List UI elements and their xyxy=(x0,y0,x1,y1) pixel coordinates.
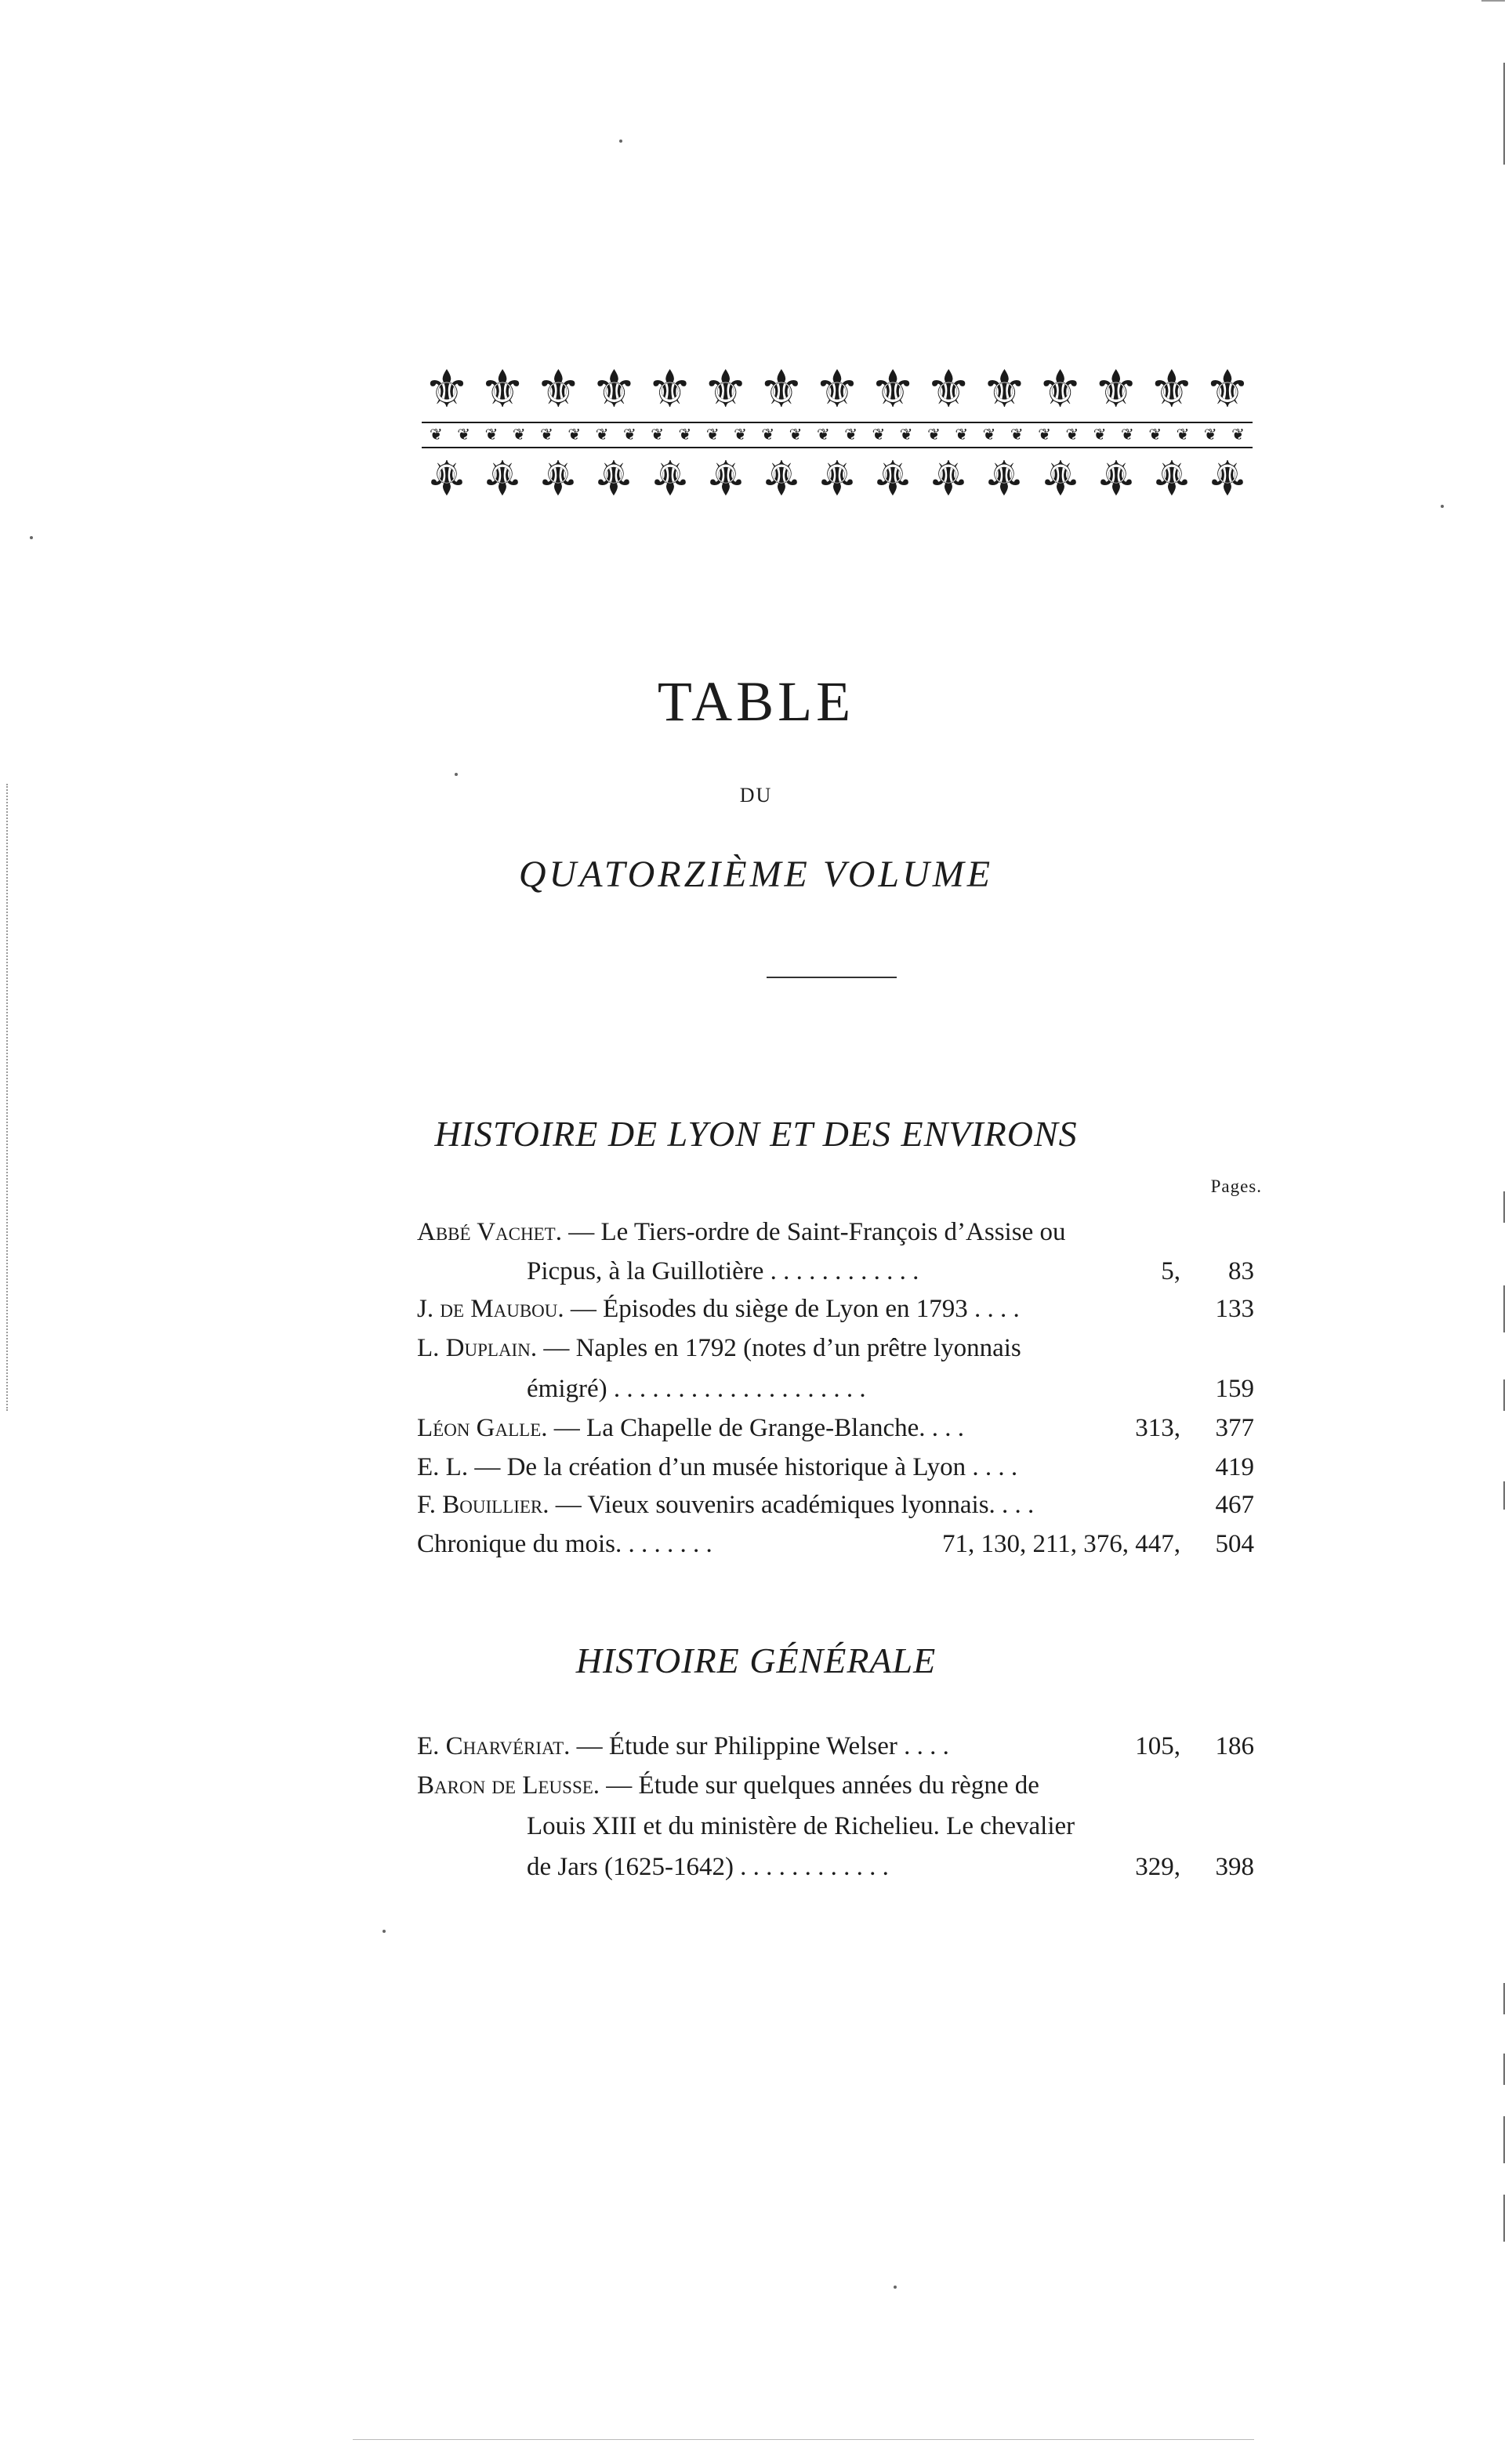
page-edge-line xyxy=(1503,1983,1505,2014)
toc-entry-line xyxy=(527,1254,919,1289)
page-edge-line xyxy=(1503,63,1505,165)
scroll-flourish-icon: ❦ xyxy=(705,426,720,444)
fleur-de-lis-row-top xyxy=(422,361,1253,419)
scroll-flourish-icon: ❦ xyxy=(1231,426,1245,444)
fleur-de-lis-icon: ⚜ xyxy=(1148,361,1195,419)
scroll-flourish-icon: ❦ xyxy=(430,426,443,444)
page-edge-line xyxy=(1503,1481,1505,1510)
scan-bottom-rule xyxy=(353,2439,1254,2440)
entry-title: — Le Tiers-ordre de Saint-François d’Assise ou xyxy=(568,1218,1066,1246)
fleur-de-lis-icon: ⚜ xyxy=(703,449,748,502)
fleur-de-lis-icon: ⚜ xyxy=(871,449,915,502)
fleur-de-lis-icon: ⚜ xyxy=(981,361,1028,419)
entry-author: L. Duplain. xyxy=(417,1334,538,1362)
scroll-flourish-icon: ❦ xyxy=(1010,426,1024,444)
fleur-de-lis-icon: ⚜ xyxy=(1038,449,1082,502)
toc-entry-line xyxy=(527,1850,889,1884)
fleur-de-lis-icon: ⚜ xyxy=(1206,449,1249,502)
scan-speck xyxy=(1441,505,1444,508)
entry-author: Baron de Leusse. xyxy=(417,1771,600,1800)
volume-heading: QUATORZIÈME VOLUME xyxy=(518,854,994,895)
entry-title-cont: Louis XIII et du ministère de Richelieu. Le chevalier xyxy=(527,1812,1075,1840)
toc-entry-line xyxy=(417,1331,1021,1365)
fleur-de-lis-icon: ⚜ xyxy=(425,449,469,502)
page-edge-line xyxy=(1503,2054,1505,2085)
scroll-flourish-icon: ❦ xyxy=(1203,426,1217,444)
scroll-flourish-icon: ❦ xyxy=(540,426,553,444)
scroll-flourish-icon: ❦ xyxy=(1121,426,1134,444)
entry-title-cont: de Jars (1625-1642) . . . . . . . . . . . . xyxy=(527,1853,889,1881)
scroll-flourish-icon: ❦ xyxy=(1176,426,1190,444)
scroll-flourish-icon: ❦ xyxy=(484,426,499,444)
scan-speck xyxy=(455,773,458,776)
entry-page-number: 83 xyxy=(1228,1257,1254,1285)
scroll-flourish-icon: ❦ xyxy=(1065,426,1079,444)
entry-title: — Vieux souvenirs académiques lyonnais. . . . xyxy=(555,1491,1035,1519)
entry-page-number: 5, xyxy=(1161,1257,1180,1285)
toc-entry-line xyxy=(417,1488,1034,1522)
toc-entry-line xyxy=(527,1372,866,1406)
entry-author: E. L. xyxy=(417,1453,469,1481)
scroll-flourish-icon: ❦ xyxy=(789,426,803,444)
toc-entry-line xyxy=(417,1215,1065,1249)
scroll-flourish-icon: ❦ xyxy=(678,426,692,444)
entry-author: J. de Maubou. xyxy=(417,1295,564,1323)
entry-page-number: 329, xyxy=(1135,1853,1180,1881)
pages-column-label: Pages. xyxy=(1210,1176,1262,1196)
entry-page-number: 419 xyxy=(1215,1453,1254,1481)
toc-entry-line xyxy=(527,1809,1075,1843)
fleur-de-lis-icon: ⚜ xyxy=(535,361,582,419)
section-heading-generale: HISTOIRE GÉNÉRALE xyxy=(575,1640,937,1680)
entry-author: F. Bouillier. xyxy=(417,1491,549,1519)
toc-entry-line xyxy=(417,1729,949,1764)
entry-page-number: 377 xyxy=(1215,1414,1254,1442)
fleur-de-lis-icon: ⚜ xyxy=(536,449,581,502)
scroll-flourish-icon: ❦ xyxy=(622,426,636,444)
entry-title: — De la création d’un musée historique à Lyon . . . . xyxy=(474,1453,1018,1481)
fleur-de-lis-icon: ⚜ xyxy=(646,361,694,419)
fleur-de-lis-icon: ⚜ xyxy=(590,361,637,419)
toc-entry-line xyxy=(417,1292,1020,1326)
scroll-flourish-icon: ❦ xyxy=(899,426,913,444)
scan-speck xyxy=(894,2286,897,2289)
fleur-de-lis-icon: ⚜ xyxy=(869,361,916,419)
scroll-flourish-icon: ❦ xyxy=(1093,426,1107,444)
page-title: TABLE xyxy=(657,670,855,733)
entry-page-number: 467 xyxy=(1215,1491,1254,1519)
scroll-flourish-icon: ❦ xyxy=(567,426,582,444)
title-connector: DU xyxy=(739,784,773,807)
entry-page-number: 313, xyxy=(1135,1414,1180,1442)
fleur-de-lis-icon: ⚜ xyxy=(1036,361,1084,419)
section-heading-lyon: HISTOIRE DE LYON ET DES ENVIRONS xyxy=(434,1114,1078,1154)
scroll-ornament-row xyxy=(430,426,1245,444)
fleur-de-lis-icon: ⚜ xyxy=(423,361,470,419)
page-edge-line xyxy=(1503,2116,1505,2163)
scan-speck xyxy=(30,536,33,539)
scroll-flourish-icon: ❦ xyxy=(734,426,747,444)
entry-author: E. Charvériat. xyxy=(417,1732,571,1760)
fleur-de-lis-icon: ⚜ xyxy=(815,449,859,502)
fleur-de-lis-icon: ⚜ xyxy=(1150,449,1194,502)
entry-page-number: 105, xyxy=(1135,1732,1180,1760)
scroll-flourish-icon: ❦ xyxy=(816,426,830,444)
entry-author: Léon Galle. xyxy=(417,1414,548,1442)
entry-title: — Étude sur Philippine Welser . . . . xyxy=(576,1732,949,1760)
scroll-flourish-icon: ❦ xyxy=(761,426,775,444)
fleur-de-lis-icon: ⚜ xyxy=(1093,449,1138,502)
fleur-de-lis-icon: ⚜ xyxy=(1093,361,1140,419)
fleur-de-lis-icon: ⚜ xyxy=(814,361,861,419)
entry-page-number: 159 xyxy=(1215,1375,1254,1403)
entry-title-cont: émigré) . . . . . . . . . . . . . . . . . . . . xyxy=(527,1375,866,1403)
toc-entry-line xyxy=(417,1768,1039,1803)
entry-title: — Étude sur quelques années du règne de xyxy=(606,1771,1039,1800)
entry-title-cont: Picpus, à la Guillotière . . . . . . . . . . . . xyxy=(527,1257,919,1285)
scroll-flourish-icon: ❦ xyxy=(982,426,996,444)
fleur-de-lis-icon: ⚜ xyxy=(702,361,749,419)
scroll-flourish-icon: ❦ xyxy=(955,426,969,444)
scroll-flourish-icon: ❦ xyxy=(651,426,665,444)
scroll-flourish-icon: ❦ xyxy=(512,426,526,444)
toc-entry-line xyxy=(417,1450,1017,1485)
fleur-de-lis-icon: ⚜ xyxy=(982,449,1027,502)
entry-title: — La Chapelle de Grange-Blanche. . . . xyxy=(553,1414,964,1442)
fleur-de-lis-icon: ⚜ xyxy=(758,361,805,419)
fleur-de-lis-icon: ⚜ xyxy=(925,361,972,419)
scroll-flourish-icon: ❦ xyxy=(844,426,858,444)
scroll-flourish-icon: ❦ xyxy=(872,426,886,444)
page-edge-line xyxy=(1503,1285,1505,1332)
toc-entry-line xyxy=(417,1411,964,1445)
entry-page-number: 504 xyxy=(1215,1530,1254,1558)
entry-page-number: 71, 130, 211, 376, 447, xyxy=(941,1530,1180,1558)
entry-title: — Épisodes du siège de Lyon en 1793 . . . . xyxy=(570,1295,1020,1323)
page-edge-line xyxy=(1503,2195,1505,2242)
fleur-de-lis-icon: ⚜ xyxy=(1204,361,1251,419)
entry-author: Abbé Vachet. xyxy=(417,1218,562,1246)
fleur-de-lis-icon: ⚜ xyxy=(926,449,971,502)
entry-page-number: 133 xyxy=(1215,1295,1254,1323)
fleur-de-lis-icon: ⚜ xyxy=(592,449,636,502)
fleur-de-lis-icon: ⚜ xyxy=(647,449,692,502)
entry-title: Chronique du mois. . . . . . . . xyxy=(417,1530,712,1558)
entry-title: — Naples en 1792 (notes d’un prêtre lyonnais xyxy=(543,1334,1021,1362)
ornament-rules xyxy=(422,422,1253,448)
divider-rule xyxy=(767,977,897,978)
fleur-de-lis-icon: ⚜ xyxy=(480,449,524,502)
scan-speck xyxy=(619,140,622,143)
scroll-flourish-icon: ❦ xyxy=(1148,426,1162,444)
fleur-de-lis-icon: ⚜ xyxy=(479,361,526,419)
entry-page-number: 186 xyxy=(1215,1732,1254,1760)
scroll-flourish-icon: ❦ xyxy=(457,426,471,444)
fleur-de-lis-icon: ⚜ xyxy=(760,449,803,502)
scan-mark xyxy=(1481,0,1505,2)
scan-speck xyxy=(383,1930,386,1933)
scroll-flourish-icon: ❦ xyxy=(927,426,941,444)
fleur-de-lis-row-bottom xyxy=(422,451,1253,500)
decorative-ornament-band xyxy=(422,361,1253,514)
page-edge-line xyxy=(1503,1379,1505,1411)
toc-entry-line xyxy=(417,1527,712,1561)
page-edge-line xyxy=(1503,1191,1505,1223)
scroll-flourish-icon: ❦ xyxy=(595,426,609,444)
scroll-flourish-icon: ❦ xyxy=(1038,426,1051,444)
entry-page-number: 398 xyxy=(1215,1853,1254,1881)
